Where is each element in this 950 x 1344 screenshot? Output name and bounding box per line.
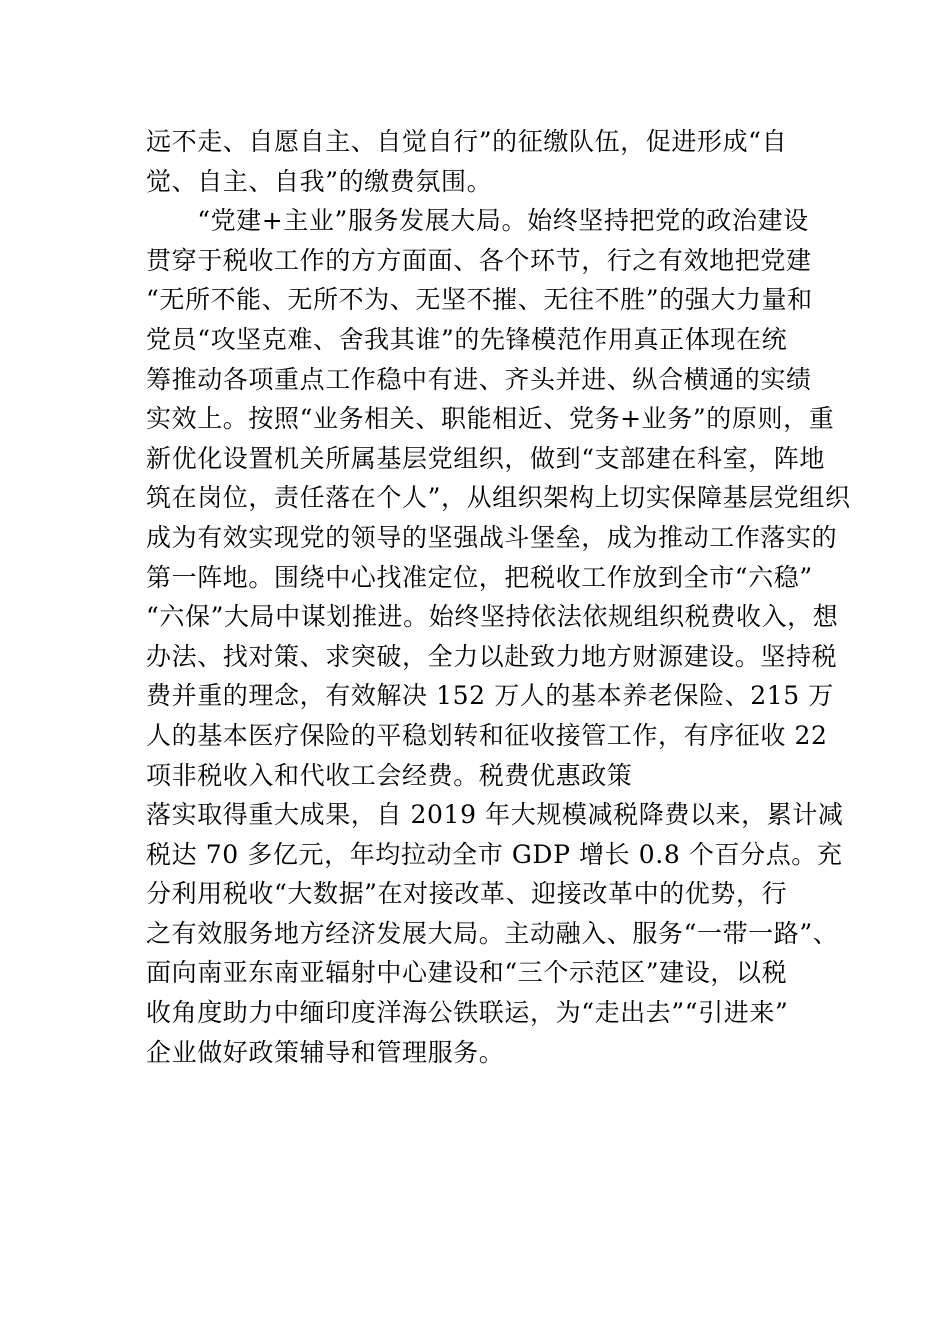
text-line-8: 实效上。按照“业务相关、职能相近、党务+业务”的原则，重 bbox=[146, 404, 835, 434]
text-line-11: 成为有效实现党的领导的坚强战斗堡垒，成为推动工作落实的 bbox=[146, 522, 838, 552]
text-line-13: “六保”大局中谋划推进。始终坚持依法依规组织税费收入，想 bbox=[146, 602, 839, 632]
text-line-2: 觉、自主、自我”的缴费氛围。 bbox=[146, 166, 493, 196]
text-line-3: “党建+主业”服务发展大局。始终坚持把党的政治建设 bbox=[146, 206, 809, 236]
body-text bbox=[146, 122, 851, 1072]
text-line-15: 费并重的理念，有效解决 152 万人的基本养老保险、215 万 bbox=[146, 681, 834, 711]
text-line-23: 收角度助力中缅印度洋海公铁联运，为“走出去”“引进来” bbox=[146, 998, 789, 1028]
text-line-6: 党员“攻坚克难、舍我其谁”的先锋模范作用真正体现在统 bbox=[146, 324, 788, 354]
text-line-12: 第一阵地。围绕中心找准定位，把税收工作放到全市“六稳” bbox=[146, 562, 813, 592]
text-line-4: 贯穿于税收工作的方方面面、各个环节，行之有效地把党建 bbox=[146, 245, 812, 275]
text-line-10: 筑在岗位，责任落在个人”，从组织架构上切实保障基层党组织 bbox=[146, 483, 851, 513]
text-line-16: 人的基本医疗保险的平稳划转和征收接管工作，有序征收 22 bbox=[146, 720, 828, 750]
text-line-9: 新优化设置机关所属基层党组织，做到“支部建在科室，阵地 bbox=[146, 443, 825, 473]
text-line-19: 税达 70 多亿元，年均拉动全市 GDP 增长 0.8 个百分点。充 bbox=[146, 839, 843, 869]
text-line-5: “无所不能、无所不为、无坚不摧、无往不胜”的强大力量和 bbox=[146, 285, 813, 315]
text-line-17: 项非税收入和代收工会经费。税费优惠政策 bbox=[146, 760, 633, 790]
text-line-1: 远不走、自愿自主、自觉自行”的征缴队伍，促进形成“自 bbox=[146, 127, 788, 156]
text-line-7: 筹推动各项重点工作稳中有进、齐头并进、纵合横通的实绩 bbox=[146, 364, 812, 394]
text-line-14: 办法、找对策、求突破，全力以赴致力地方财源建设。坚持税 bbox=[146, 641, 838, 671]
text-line-20: 分利用税收“大数据”在对接改革、迎接改革中的优势，行 bbox=[146, 879, 788, 909]
text-line-21: 之有效服务地方经济发展大局。主动融入、服务“一带一路”、 bbox=[146, 918, 839, 948]
text-line-22: 面向南亚东南亚辐射中心建设和“三个示范区”建设，以税 bbox=[146, 958, 788, 988]
text-line-18: 落实取得重大成果，自 2019 年大规模减税降费以来，累计减 bbox=[146, 800, 844, 830]
text-line-24: 企业做好政策辅导和管理服务。 bbox=[146, 1037, 505, 1067]
